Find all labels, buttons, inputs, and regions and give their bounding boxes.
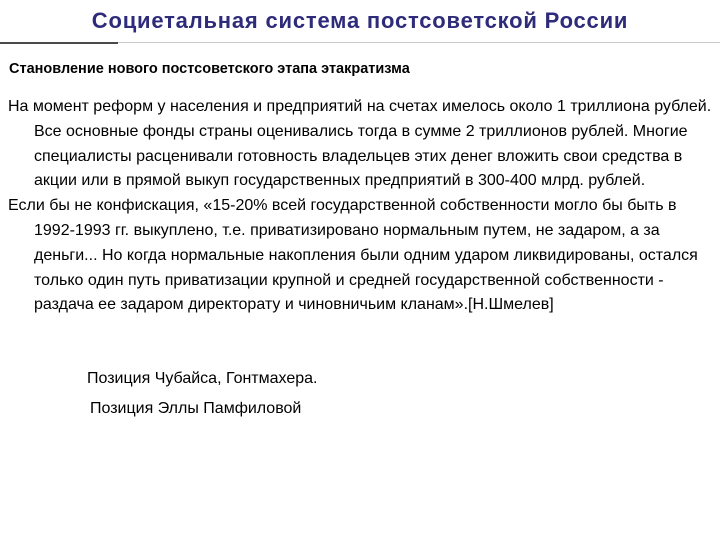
body-paragraph-savings: На момент реформ у населения и предприятий на счетах имелось около 1 триллиона рублей. Все основные фонды страны оценивались тогда в сумме 2 триллионов рублей. Многие специалисты расценивали готовность владельцев этих денег вложить свои средства в акции или в прямой выкуп государственных предприятий в 300-400 млрд. рублей. (8, 98, 712, 190)
slide-body (8, 95, 713, 318)
slide-subtitle: Становление нового постсоветского этапа этакратизма (9, 61, 410, 77)
title-divider-accent (0, 42, 118, 44)
body-paragraph-quote: Если бы не конфискация, «15-20% всей государственной собственности могло бы быть в 1992-1993 гг. выкуплено, т.е. приватизировано нормальным путем, не задаром, а за деньги... Но когда нормальные накопления были одним ударом ликвидированы, остался только один путь приватизации крупной и средней государственной собственности - раздача ее задаром директорату и чиновничьим кланам».[Н.Шмелев] (8, 197, 698, 314)
position-chubais: Позиция Чубайса, Гонтмахера. (87, 370, 318, 387)
position-pamfilova: Позиция Эллы Памфиловой (90, 400, 302, 417)
slide-title: Социетальная система постсоветской России (91, 8, 629, 33)
